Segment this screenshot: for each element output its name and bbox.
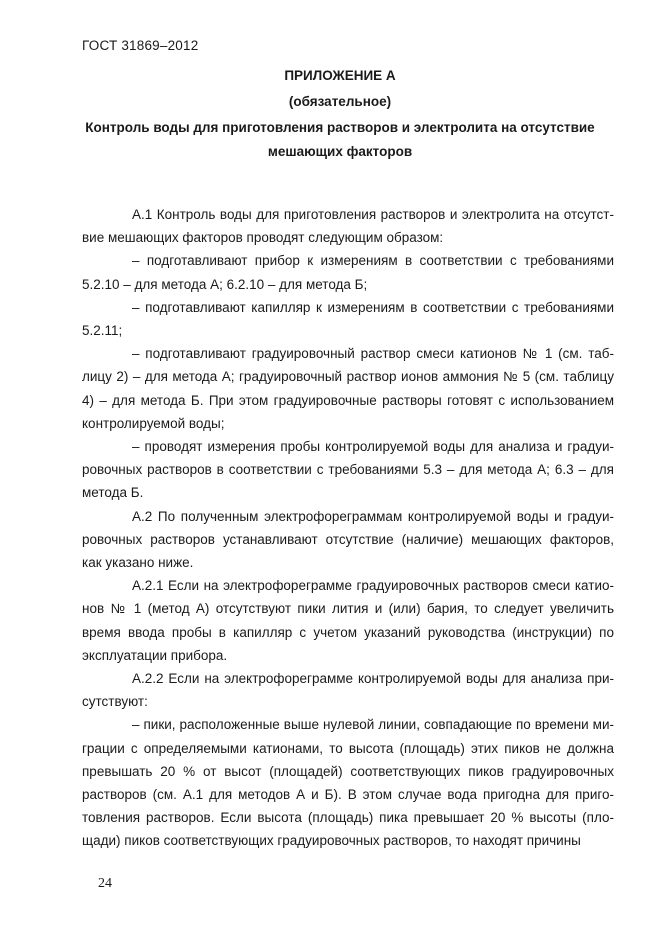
paragraph	[82, 342, 614, 435]
document-body	[82, 203, 614, 853]
text-line: – пики, расположенные выше нулевой линии, совпадающие по времени ми-	[132, 717, 614, 733]
text-line: как указано ниже.	[82, 555, 194, 571]
text-line: эксплуатации прибора.	[82, 647, 228, 663]
text-line: А.1 Контроль воды для приготовления растворов и электролита на отсутст-	[132, 207, 614, 222]
text-line: вие мешающих факторов проводят следующим образом:	[82, 230, 444, 246]
text-line: нов № 1 (метод А) отсутствуют пики лития и (или) бария, то следует увеличить	[82, 601, 614, 617]
paragraph	[82, 505, 614, 575]
text-line: А.2.2 Если на электрофореграмме контролируемой воды для анализа при-	[132, 671, 614, 687]
text-line: 5.2.10 – для метода А; 6.2.10 – для метода Б;	[82, 276, 368, 292]
text-line: – проводят измерения пробы контролируемой воды для анализа и градуи-	[132, 439, 614, 455]
text-line: товления растворов. Если высота (площадь) пика превышает 20 % высоты (пло-	[82, 810, 614, 826]
text-line: растворов (см. А.1 для методов А и Б). В этом случае вода пригодна для приго-	[82, 787, 614, 803]
appendix-heading	[60, 64, 620, 164]
text-line: – подготавливают капилляр к измерениям в соответствии с требованиями	[132, 299, 614, 315]
paragraph	[82, 249, 614, 295]
text-line: грации с определяемыми катионами, то высота (площадь) этих пиков не должна	[82, 740, 614, 756]
page-number: 24	[98, 876, 112, 891]
appendix-title-line-1: Контроль воды для приготовления растворов и электролита на отсутствие	[85, 120, 595, 135]
text-line: щади) пиков соответствующих градуировочных растворов, то находят причины	[82, 833, 581, 849]
text-line: превышать 20 % от высот (площадей) соответствующих пиков градуировочных	[82, 763, 614, 779]
text-line: ровочных растворов устанавливают отсутствие (наличие) мешающих факторов,	[82, 531, 614, 547]
paragraph	[82, 574, 614, 667]
text-line: время ввода пробы в капилляр с учетом указаний руководства (инструкции) по	[82, 624, 614, 640]
paragraph	[82, 667, 614, 713]
paragraph	[82, 296, 614, 342]
text-line: 5.2.11;	[82, 323, 123, 339]
text-line: – подготавливают прибор к измерениям в соответствии с требованиями	[132, 253, 614, 269]
text-line: лицу 2) – для метода А; градуировочный раствор ионов аммония № 5 (см. таблицу	[82, 369, 614, 385]
text-line: А.2.1 Если на электрофореграмме градуировочных растворов смеси катио-	[132, 578, 614, 594]
paragraph	[82, 713, 614, 852]
text-line: контролируемой воды;	[82, 415, 225, 431]
paragraph	[82, 203, 614, 249]
text-line: метода Б.	[82, 485, 144, 501]
appendix-label: ПРИЛОЖЕНИЕ А	[284, 68, 396, 83]
paragraph	[82, 435, 614, 505]
appendix-status: (обязательное)	[288, 94, 392, 109]
text-line: ровочных растворов в соответствии с требованиями 5.3 – для метода А; 6.3 – для	[82, 462, 614, 478]
text-line: 4) – для метода Б. При этом градуировочные растворы готовят с использованием	[82, 392, 614, 408]
appendix-title-line-2: мешающих факторов	[267, 144, 413, 159]
text-line: сутствуют:	[82, 694, 148, 710]
document-code: ГОСТ 31869–2012	[82, 38, 199, 53]
text-line: А.2 По полученным электрофореграммам контролируемой воды и градуи-	[132, 508, 614, 524]
text-line: – подготавливают градуировочный раствор смеси катионов № 1 (см. таб-	[132, 346, 614, 362]
